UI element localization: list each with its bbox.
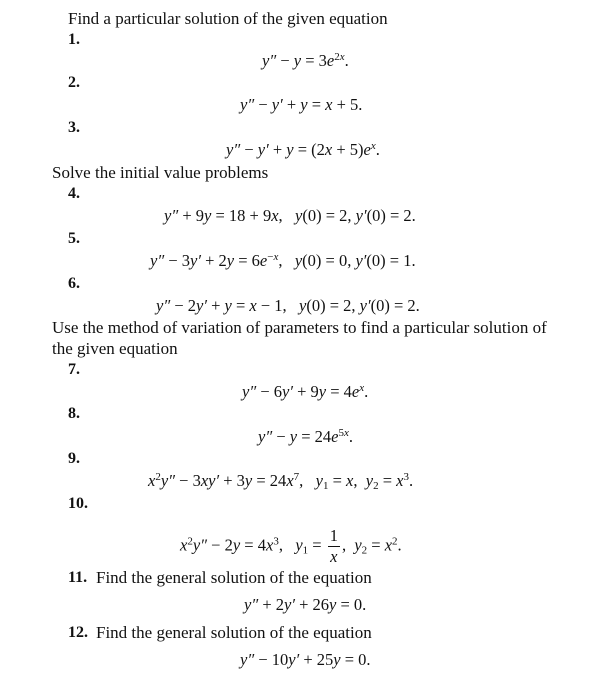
problem-label-7: 7. <box>68 361 80 378</box>
equation-8: $y'' - y = 24e^{5x}$. <box>258 427 353 446</box>
equation-4: y″ + 9y = 18 + 9x, y(0) = 2, y′(0) = 2. <box>164 206 416 225</box>
problem-label-12: 12. <box>68 624 88 641</box>
equation-10: $x^2y'' - 2y = 4x^3$, $y_1$ = $\frac{1}{x}$ , $y_2 = x^2$. <box>180 526 402 566</box>
section-heading-variation-line2: the given equation <box>52 339 178 358</box>
equation-6: y″ − 2y′ + y = x − 1, y(0) = 2, y′(0) = 2. <box>156 296 420 315</box>
equation-9: $x^2y'' - 3xy' + 3y = 24x^7$, $y_1 = x$, $y_2 = x^3$. <box>148 471 414 492</box>
equation-3: $y'' - y' + y = (2x + 5)e^x$. <box>226 140 380 159</box>
section-heading-ivp: Solve the initial value problems <box>52 163 269 182</box>
equation-12: y″ − 10y′ + 25y = 0. <box>240 650 371 669</box>
problem-11-text: Find the general solution of the equation <box>96 568 372 587</box>
problem-label-3: 3. <box>68 119 80 136</box>
section-heading-particular: Find a particular solution of the given equation <box>68 9 388 28</box>
equation-1: $y'' - y = 3e^{2x}$. <box>262 51 349 70</box>
problem-label-1: 1. <box>68 31 80 48</box>
equation-7: $y'' - 6y' + 9y = 4e^x$. <box>242 382 369 401</box>
equation-5: $y'' - 3y' + 2y = 6e^{-x}$, y(0) = 0, y′(0) = 1. <box>150 251 416 270</box>
problem-label-2: 2. <box>68 74 80 91</box>
problem-label-11: 11. <box>68 569 88 586</box>
problem-12-text: Find the general solution of the equation <box>96 623 372 642</box>
equation-2: y″ − y′ + y = x + 5. <box>240 95 363 114</box>
fraction-one-over-x: $\frac{1}{x}$ <box>329 526 338 566</box>
problem-label-8: 8. <box>68 405 80 422</box>
problem-label-6: 6. <box>68 275 80 292</box>
problem-label-9: 9. <box>68 450 80 467</box>
problem-label-10: 10. <box>68 495 88 512</box>
problem-label-5: 5. <box>68 230 80 247</box>
section-heading-variation-line1: Use the method of variation of parameters to find a particular solution of <box>52 318 547 337</box>
equation-11: y″ + 2y′ + 26y = 0. <box>244 595 367 614</box>
problem-label-4: 4. <box>68 185 80 202</box>
